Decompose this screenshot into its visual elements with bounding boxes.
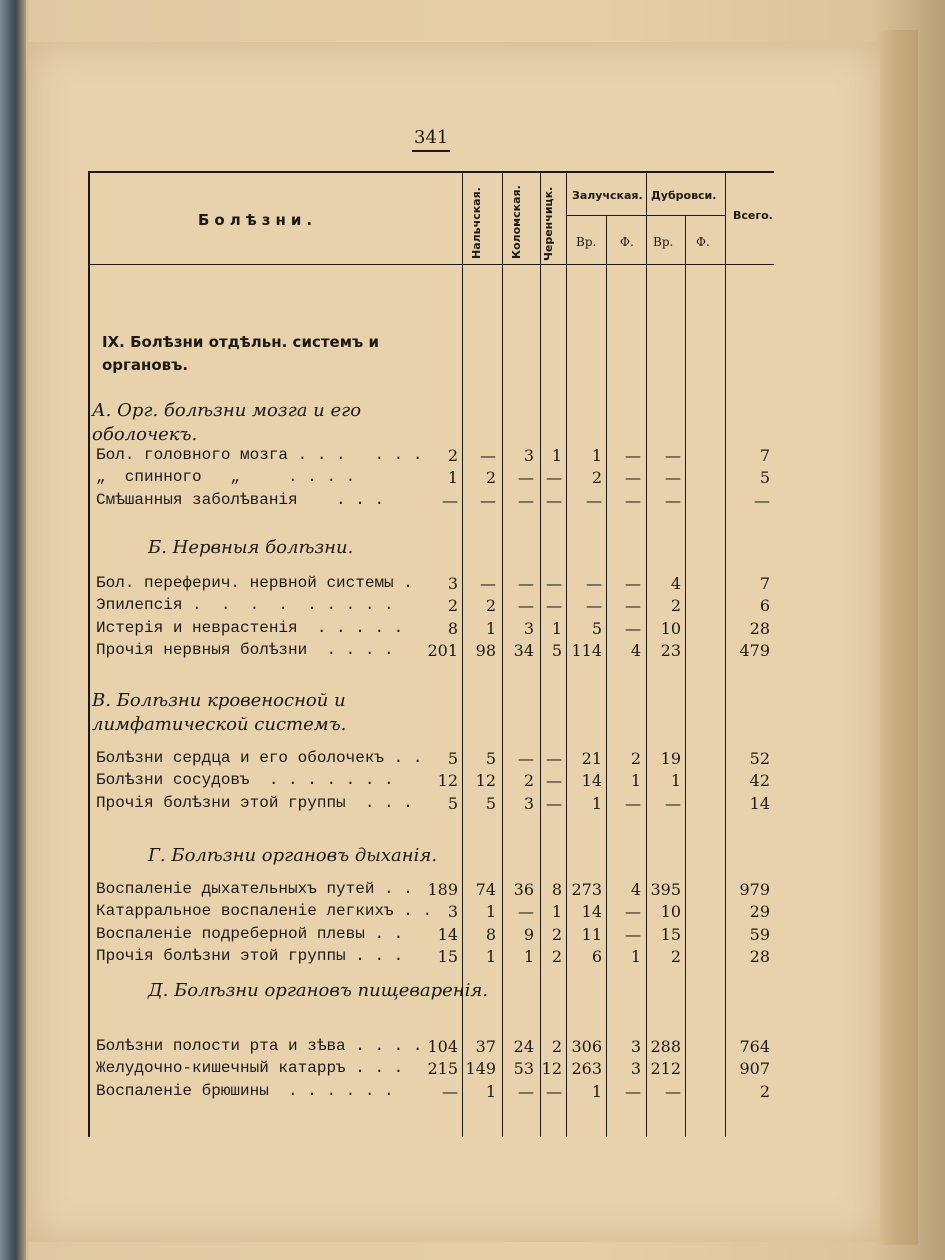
table-cell: 4 xyxy=(670,574,681,593)
table-cell: — xyxy=(665,446,681,465)
table-cell: 2 xyxy=(670,946,681,966)
table-cell: 42 xyxy=(749,771,770,791)
col-header-cherenchitsk: Черенчицк. xyxy=(542,186,555,261)
table-cell: 1 xyxy=(447,468,458,488)
table-cell: 12 xyxy=(541,1059,562,1079)
table-cell: 201 xyxy=(427,640,458,660)
table-cell: 3 xyxy=(630,1037,641,1056)
table-cell: — xyxy=(546,596,562,616)
table-cell: — xyxy=(625,446,641,465)
table-row-label: Болѣзни сердца и его оболочекъ . . xyxy=(96,749,423,767)
table-row-label: Воспаленіе брюшины . . . . . . xyxy=(96,1081,394,1100)
table-cell: — xyxy=(480,574,496,593)
table-cell: — xyxy=(625,618,641,638)
table-cell: 2 xyxy=(447,446,458,465)
table-row-label: Воспаленіе подреберной плевы . . xyxy=(96,924,404,943)
table-cell: 10 xyxy=(660,618,681,638)
table-cell: 74 xyxy=(475,880,496,899)
table-cell: 1 xyxy=(591,1081,602,1101)
table-row-label: Воспаленіе дыхательныхъ путей . . xyxy=(96,880,413,898)
table-cell: 1 xyxy=(523,946,534,966)
table-cell: 2 xyxy=(551,924,562,944)
table-row-label: Бол. переферич. нервной системы . xyxy=(96,574,413,592)
table-cell: 6 xyxy=(759,596,770,616)
table-cell: — xyxy=(754,490,770,510)
table-left-rule xyxy=(88,171,90,1137)
table-cell: 104 xyxy=(427,1037,458,1056)
table-cell: 28 xyxy=(749,618,770,638)
table-row-label: Болѣзни сосудовъ . . . . . . . xyxy=(96,771,394,790)
table-row-label: Прочія болѣзни этой группы . . . xyxy=(96,793,413,812)
table-row-label: Катарральное воспаленіе легкихъ . . xyxy=(96,902,433,921)
table-row-label: Прочія нервныя болѣзни . . . . xyxy=(96,640,394,659)
table-cell: — xyxy=(546,468,562,488)
table-cell: 1 xyxy=(485,618,496,638)
table-top-rule xyxy=(88,171,774,173)
table-cell: 1 xyxy=(670,771,681,791)
table-cell: — xyxy=(546,771,562,791)
col-header-total: Всего. xyxy=(733,209,773,222)
table-cell: 1 xyxy=(551,618,562,638)
table-cell: 1 xyxy=(485,1081,496,1101)
table-cell: 28 xyxy=(749,946,770,966)
section-title: IX. Болѣзни отдѣльн. системъ и органовъ. xyxy=(102,333,379,374)
table-cell: — xyxy=(518,574,534,593)
table-cell: 2 xyxy=(485,468,496,488)
table-cell: 52 xyxy=(749,749,770,768)
column-rule xyxy=(606,215,607,1137)
table-row-label: Бол. головного мозга . . . . . . xyxy=(96,446,423,464)
table-cell: 1 xyxy=(485,946,496,966)
table-cell: 21 xyxy=(581,749,602,768)
table-cell: — xyxy=(625,574,641,593)
table-row-label: Истерія и неврастенія . . . . . xyxy=(96,618,404,637)
table-cell: 306 xyxy=(571,1037,602,1056)
group-title: Б. Нервныя болѣзни. xyxy=(148,537,354,558)
disease-table xyxy=(88,171,774,1137)
table-row-label: Смѣшанныя заболѣванія . . . xyxy=(96,490,385,509)
table-row-label: Прочія болѣзни этой группы . . . xyxy=(96,946,404,965)
table-cell: 263 xyxy=(571,1059,602,1079)
table-row-label: Эпилепсія . . . . . . . . . xyxy=(96,596,394,615)
table-cell: 37 xyxy=(475,1037,496,1056)
table-cell: — xyxy=(625,793,641,813)
table-cell: 4 xyxy=(630,640,641,660)
table-cell: 5 xyxy=(551,640,562,660)
table-cell: 1 xyxy=(630,771,641,791)
sub-header-dub-vr: Вр. xyxy=(653,235,674,249)
table-cell: 764 xyxy=(739,1037,770,1056)
table-cell: 2 xyxy=(447,596,458,616)
page-stack-edge xyxy=(878,30,918,1245)
table-cell: 3 xyxy=(630,1059,641,1079)
table-cell: — xyxy=(625,490,641,510)
table-cell: 12 xyxy=(475,771,496,791)
group-title: Д. Болѣзни органовъ пищеваренія. xyxy=(148,980,489,1001)
table-cell: — xyxy=(586,574,602,593)
table-cell: 5 xyxy=(447,793,458,813)
table-cell: — xyxy=(665,793,681,813)
table-cell: 1 xyxy=(551,446,562,465)
table-cell: — xyxy=(518,1081,534,1101)
table-cell: 2 xyxy=(670,596,681,616)
table-cell: 19 xyxy=(660,749,681,768)
table-cell: 7 xyxy=(759,446,770,465)
sub-header-zal-f: Ф. xyxy=(620,235,634,249)
table-cell: — xyxy=(442,1081,458,1101)
table-cell: 2 xyxy=(523,771,534,791)
table-cell: — xyxy=(546,749,562,768)
group-title: В. Болѣзни кровеносной и лимфатической системъ. xyxy=(92,690,347,735)
table-cell: 395 xyxy=(650,880,681,899)
table-cell: — xyxy=(625,924,641,944)
table-cell: 1 xyxy=(630,946,641,966)
table-cell: 8 xyxy=(447,618,458,638)
table-cell: 288 xyxy=(650,1037,681,1056)
table-cell: 1 xyxy=(485,902,496,922)
table-cell: 2 xyxy=(591,468,602,488)
table-cell: 15 xyxy=(660,924,681,944)
table-cell: 5 xyxy=(485,749,496,768)
table-cell: 3 xyxy=(523,446,534,465)
table-cell: — xyxy=(625,1081,641,1101)
sub-header-dub-f: Ф. xyxy=(696,235,710,249)
table-cell: 2 xyxy=(551,1037,562,1056)
col-header-dubrovsk: Дубровси. xyxy=(651,189,717,202)
table-cell: 11 xyxy=(581,924,602,944)
table-cell: 14 xyxy=(581,902,602,922)
table-cell: 5 xyxy=(447,749,458,768)
table-cell: — xyxy=(586,596,602,616)
table-cell: 3 xyxy=(447,902,458,922)
table-cell: 5 xyxy=(485,793,496,813)
sub-header-zal-vr: Вр. xyxy=(576,235,597,249)
table-cell: — xyxy=(518,468,534,488)
table-cell: — xyxy=(518,596,534,616)
table-cell: 1 xyxy=(591,446,602,465)
table-cell: — xyxy=(625,596,641,616)
table-cell: 979 xyxy=(739,880,770,899)
col-header-zaluchsk: Залучская. xyxy=(572,189,643,202)
book-spine-edge xyxy=(0,0,26,1260)
table-cell: 5 xyxy=(759,468,770,488)
table-cell: 98 xyxy=(475,640,496,660)
page-number: 341 xyxy=(412,127,450,152)
table-cell: 14 xyxy=(437,924,458,944)
table-cell: 10 xyxy=(660,902,681,922)
table-cell: 2 xyxy=(551,946,562,966)
table-cell: — xyxy=(625,902,641,922)
table-cell: 14 xyxy=(749,793,770,813)
table-cell: 2 xyxy=(485,596,496,616)
column-rule xyxy=(685,215,686,1137)
table-cell: 36 xyxy=(513,880,534,899)
table-cell: 23 xyxy=(660,640,681,660)
table-cell: 149 xyxy=(465,1059,496,1079)
table-cell: — xyxy=(518,490,534,510)
table-cell: — xyxy=(518,902,534,922)
table-cell: 215 xyxy=(427,1059,458,1079)
table-cell: 59 xyxy=(749,924,770,944)
table-row-label: Болѣзни полости рта и зѣва . . . . xyxy=(96,1037,423,1055)
table-cell: — xyxy=(665,1081,681,1101)
col-header-kolomsk: Коломская. xyxy=(510,185,523,259)
group-title: А. Орг. болѣзни мозга и его оболочекъ. xyxy=(92,400,362,445)
table-cell: 8 xyxy=(551,880,562,899)
table-cell: — xyxy=(546,574,562,593)
table-cell: — xyxy=(480,446,496,465)
table-cell: — xyxy=(546,1081,562,1101)
table-cell: 2 xyxy=(630,749,641,768)
table-row-label: „ спинного „ . . . . xyxy=(96,468,356,487)
table-cell: 24 xyxy=(513,1037,534,1056)
table-cell: 7 xyxy=(759,574,770,593)
table-cell: 212 xyxy=(650,1059,681,1079)
header-bottom-rule xyxy=(88,264,774,265)
table-cell: 53 xyxy=(513,1059,534,1079)
table-cell: 479 xyxy=(739,640,770,660)
table-cell: 1 xyxy=(551,902,562,922)
table-cell: — xyxy=(518,749,534,768)
table-cell: 3 xyxy=(523,793,534,813)
table-cell: — xyxy=(546,490,562,510)
table-cell: — xyxy=(665,490,681,510)
table-cell: 189 xyxy=(427,880,458,899)
table-cell: 114 xyxy=(571,640,602,660)
table-cell: 9 xyxy=(523,924,534,944)
table-cell: — xyxy=(665,468,681,488)
table-cell: — xyxy=(480,490,496,510)
table-cell: 8 xyxy=(485,924,496,944)
table-cell: 1 xyxy=(591,793,602,813)
table-cell: 2 xyxy=(759,1081,770,1101)
table-cell: — xyxy=(586,490,602,510)
group-title: Г. Болѣзни органовъ дыханія. xyxy=(148,845,438,866)
table-cell: 6 xyxy=(591,946,602,966)
table-cell: 29 xyxy=(749,902,770,922)
table-cell: 4 xyxy=(630,880,641,899)
table-cell: 15 xyxy=(437,946,458,966)
disease-column-header: Болѣзни. xyxy=(198,211,318,229)
table-cell: 907 xyxy=(739,1059,770,1079)
table-cell: 273 xyxy=(571,880,602,899)
table-cell: — xyxy=(546,793,562,813)
col-header-nalchik: Нальчская. xyxy=(470,187,483,259)
table-cell: 3 xyxy=(447,574,458,593)
table-cell: — xyxy=(442,490,458,510)
table-cell: 3 xyxy=(523,618,534,638)
table-row-label: Желудочно-кишечный катарръ . . . xyxy=(96,1059,404,1078)
table-cell: 12 xyxy=(437,771,458,791)
table-cell: 5 xyxy=(591,618,602,638)
table-cell: 14 xyxy=(581,771,602,791)
table-cell: 34 xyxy=(513,640,534,660)
table-cell: — xyxy=(625,468,641,488)
